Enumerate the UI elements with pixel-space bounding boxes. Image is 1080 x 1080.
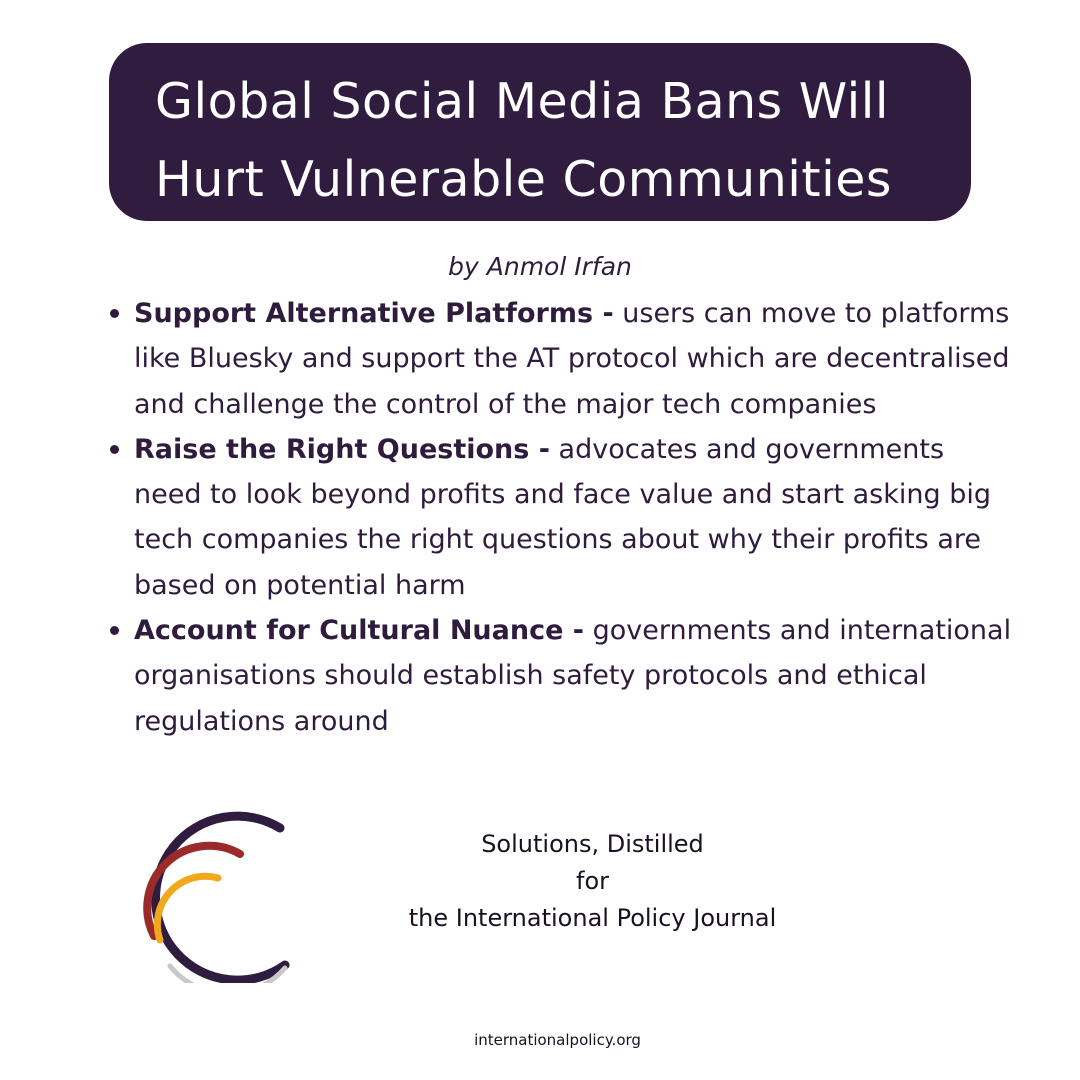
title-banner	[109, 43, 971, 221]
bullet-heading: Account for Cultural Nuance -	[134, 615, 585, 647]
bullet-dot-icon	[110, 309, 119, 318]
footer-tagline	[0, 826, 1080, 937]
list-item	[134, 427, 1014, 608]
bullet-text: governments and international organisations should establish safety protocols and ethical regulations around	[134, 615, 1012, 737]
footer-line-1: Solutions, Distilled	[481, 830, 704, 858]
list-item	[134, 608, 1014, 744]
bullet-dot-icon	[110, 445, 119, 454]
title-line-2: Hurt Vulnerable Communities	[155, 151, 892, 208]
bullet-heading: Raise the Right Questions -	[134, 433, 550, 465]
bullet-text: advocates and governments need to look beyond profits and face value and start asking big tech companies the right questions about why their profits are based on potential harm	[134, 433, 991, 601]
bullet-text: users can move to platforms like Bluesky and support the AT protocol which are decentralised and challenge the control of the major tech companies	[134, 298, 1010, 420]
bullet-dot-icon	[110, 626, 119, 635]
title-line-1: Global Social Media Bans Will	[155, 73, 889, 130]
website-url: internationalpolicy.org	[474, 1031, 641, 1049]
footer-line-3: the International Policy Journal	[408, 904, 777, 932]
solutions-list	[134, 291, 1014, 744]
footer-line-2: for	[576, 867, 609, 895]
byline: by Anmol Irfan	[448, 252, 632, 281]
bullet-heading: Support Alternative Platforms -	[134, 298, 614, 329]
list-item	[134, 291, 1014, 427]
